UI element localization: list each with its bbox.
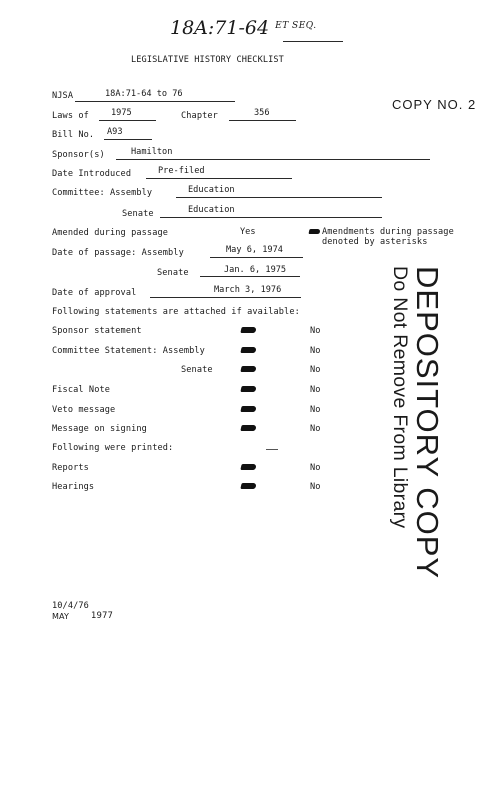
passage-assembly-underline (210, 257, 303, 258)
committee-senate-value: Education (188, 205, 235, 215)
date-introduced-underline (146, 178, 292, 179)
handwritten-statute-main: 18A:71-64 (170, 17, 270, 39)
bill-no-value: A93 (107, 127, 123, 137)
njsa-underline (75, 101, 235, 102)
committee-assembly-value: Education (188, 185, 235, 195)
sponsor-statement-mark (240, 327, 256, 333)
hearings-value: No (310, 482, 321, 492)
depository-stamp-line2: Do Not Remove From Library (389, 266, 411, 529)
passage-senate-underline (200, 276, 300, 277)
sponsor-underline (116, 159, 430, 160)
passage-senate-value: Jan. 6, 1975 (224, 265, 287, 275)
handwritten-statute-suffix: ET SEQ. (275, 21, 317, 31)
amendment-note-line2: denoted by asterisks (322, 237, 428, 247)
committee-assembly-underline (176, 197, 382, 198)
hearings-mark (240, 483, 256, 489)
depository-stamp (384, 266, 445, 580)
reports-value: No (310, 463, 321, 473)
printed-heading: Following were printed: (52, 443, 174, 453)
approval-label: Date of approval (52, 288, 137, 298)
message-on-signing-value: No (310, 424, 321, 434)
committee-assembly-label: Committee: Assembly (52, 188, 153, 198)
chapter-underline (229, 120, 296, 121)
footer-date-typed: 10/4/76 (52, 601, 89, 611)
laws-of-value: 1975 (111, 108, 132, 118)
hearings-label: Hearings (52, 482, 95, 492)
laws-of-label: Laws of (52, 111, 89, 121)
heading-underline (283, 41, 343, 42)
veto-message-mark (240, 406, 256, 412)
handwritten-statute-heading (170, 17, 317, 39)
footer-date-handwritten-month: MAY (52, 612, 69, 621)
date-introduced-value: Pre-filed (158, 166, 205, 176)
approval-value: March 3, 1976 (214, 285, 282, 295)
committee-senate-label: Senate (122, 209, 154, 219)
chapter-label: Chapter (181, 111, 218, 121)
sponsor-label: Sponsor(s) (52, 150, 105, 160)
date-introduced-label: Date Introduced (52, 169, 132, 179)
attached-heading: Following statements are attached if available: (52, 307, 300, 317)
page-title: LEGISLATIVE HISTORY CHECKLIST (131, 55, 284, 65)
bill-no-underline (104, 139, 152, 140)
printed-dash (266, 449, 278, 450)
njsa-label: NJSA (52, 91, 74, 101)
amendment-note-line1: Amendments during passage (322, 227, 454, 237)
passage-assembly-label: Date of passage: Assembly (52, 248, 184, 258)
copy-number-stamp: COPY NO. 2 (392, 97, 477, 112)
sponsor-value: Hamilton (131, 147, 173, 157)
committee-statement-assembly-value: No (310, 346, 321, 356)
approval-underline (150, 297, 301, 298)
chapter-value: 356 (254, 108, 270, 118)
message-on-signing-mark (240, 425, 256, 431)
message-on-signing-label: Message on signing (52, 424, 147, 434)
reports-mark (240, 464, 256, 470)
amended-label: Amended during passage (52, 228, 169, 238)
committee-statement-senate-mark (240, 366, 256, 372)
committee-statement-assembly-mark (240, 347, 256, 353)
laws-of-underline (99, 120, 156, 121)
committee-statement-senate-value: No (310, 365, 321, 375)
passage-assembly-value: May 6, 1974 (226, 245, 283, 255)
footer-date-handwritten-year: 1977 (91, 611, 114, 621)
bill-no-label: Bill No. (52, 130, 95, 140)
fiscal-note-label: Fiscal Note (52, 385, 111, 395)
committee-senate-underline (160, 217, 382, 218)
committee-statement-senate-label: Senate (181, 365, 213, 375)
veto-message-value: No (310, 405, 321, 415)
reports-label: Reports (52, 463, 89, 473)
fiscal-note-mark (240, 386, 256, 392)
veto-message-label: Veto message (52, 405, 116, 415)
sponsor-statement-label: Sponsor statement (52, 326, 142, 336)
fiscal-note-value: No (310, 385, 321, 395)
njsa-value: 18A:71-64 to 76 (105, 89, 183, 99)
depository-stamp-line1: DEPOSITORY COPY (410, 266, 445, 580)
amended-value: Yes (240, 227, 256, 237)
amendment-mark (308, 229, 320, 234)
committee-statement-assembly-label: Committee Statement: Assembly (52, 346, 205, 356)
passage-senate-label: Senate (157, 268, 189, 278)
sponsor-statement-value: No (310, 326, 321, 336)
